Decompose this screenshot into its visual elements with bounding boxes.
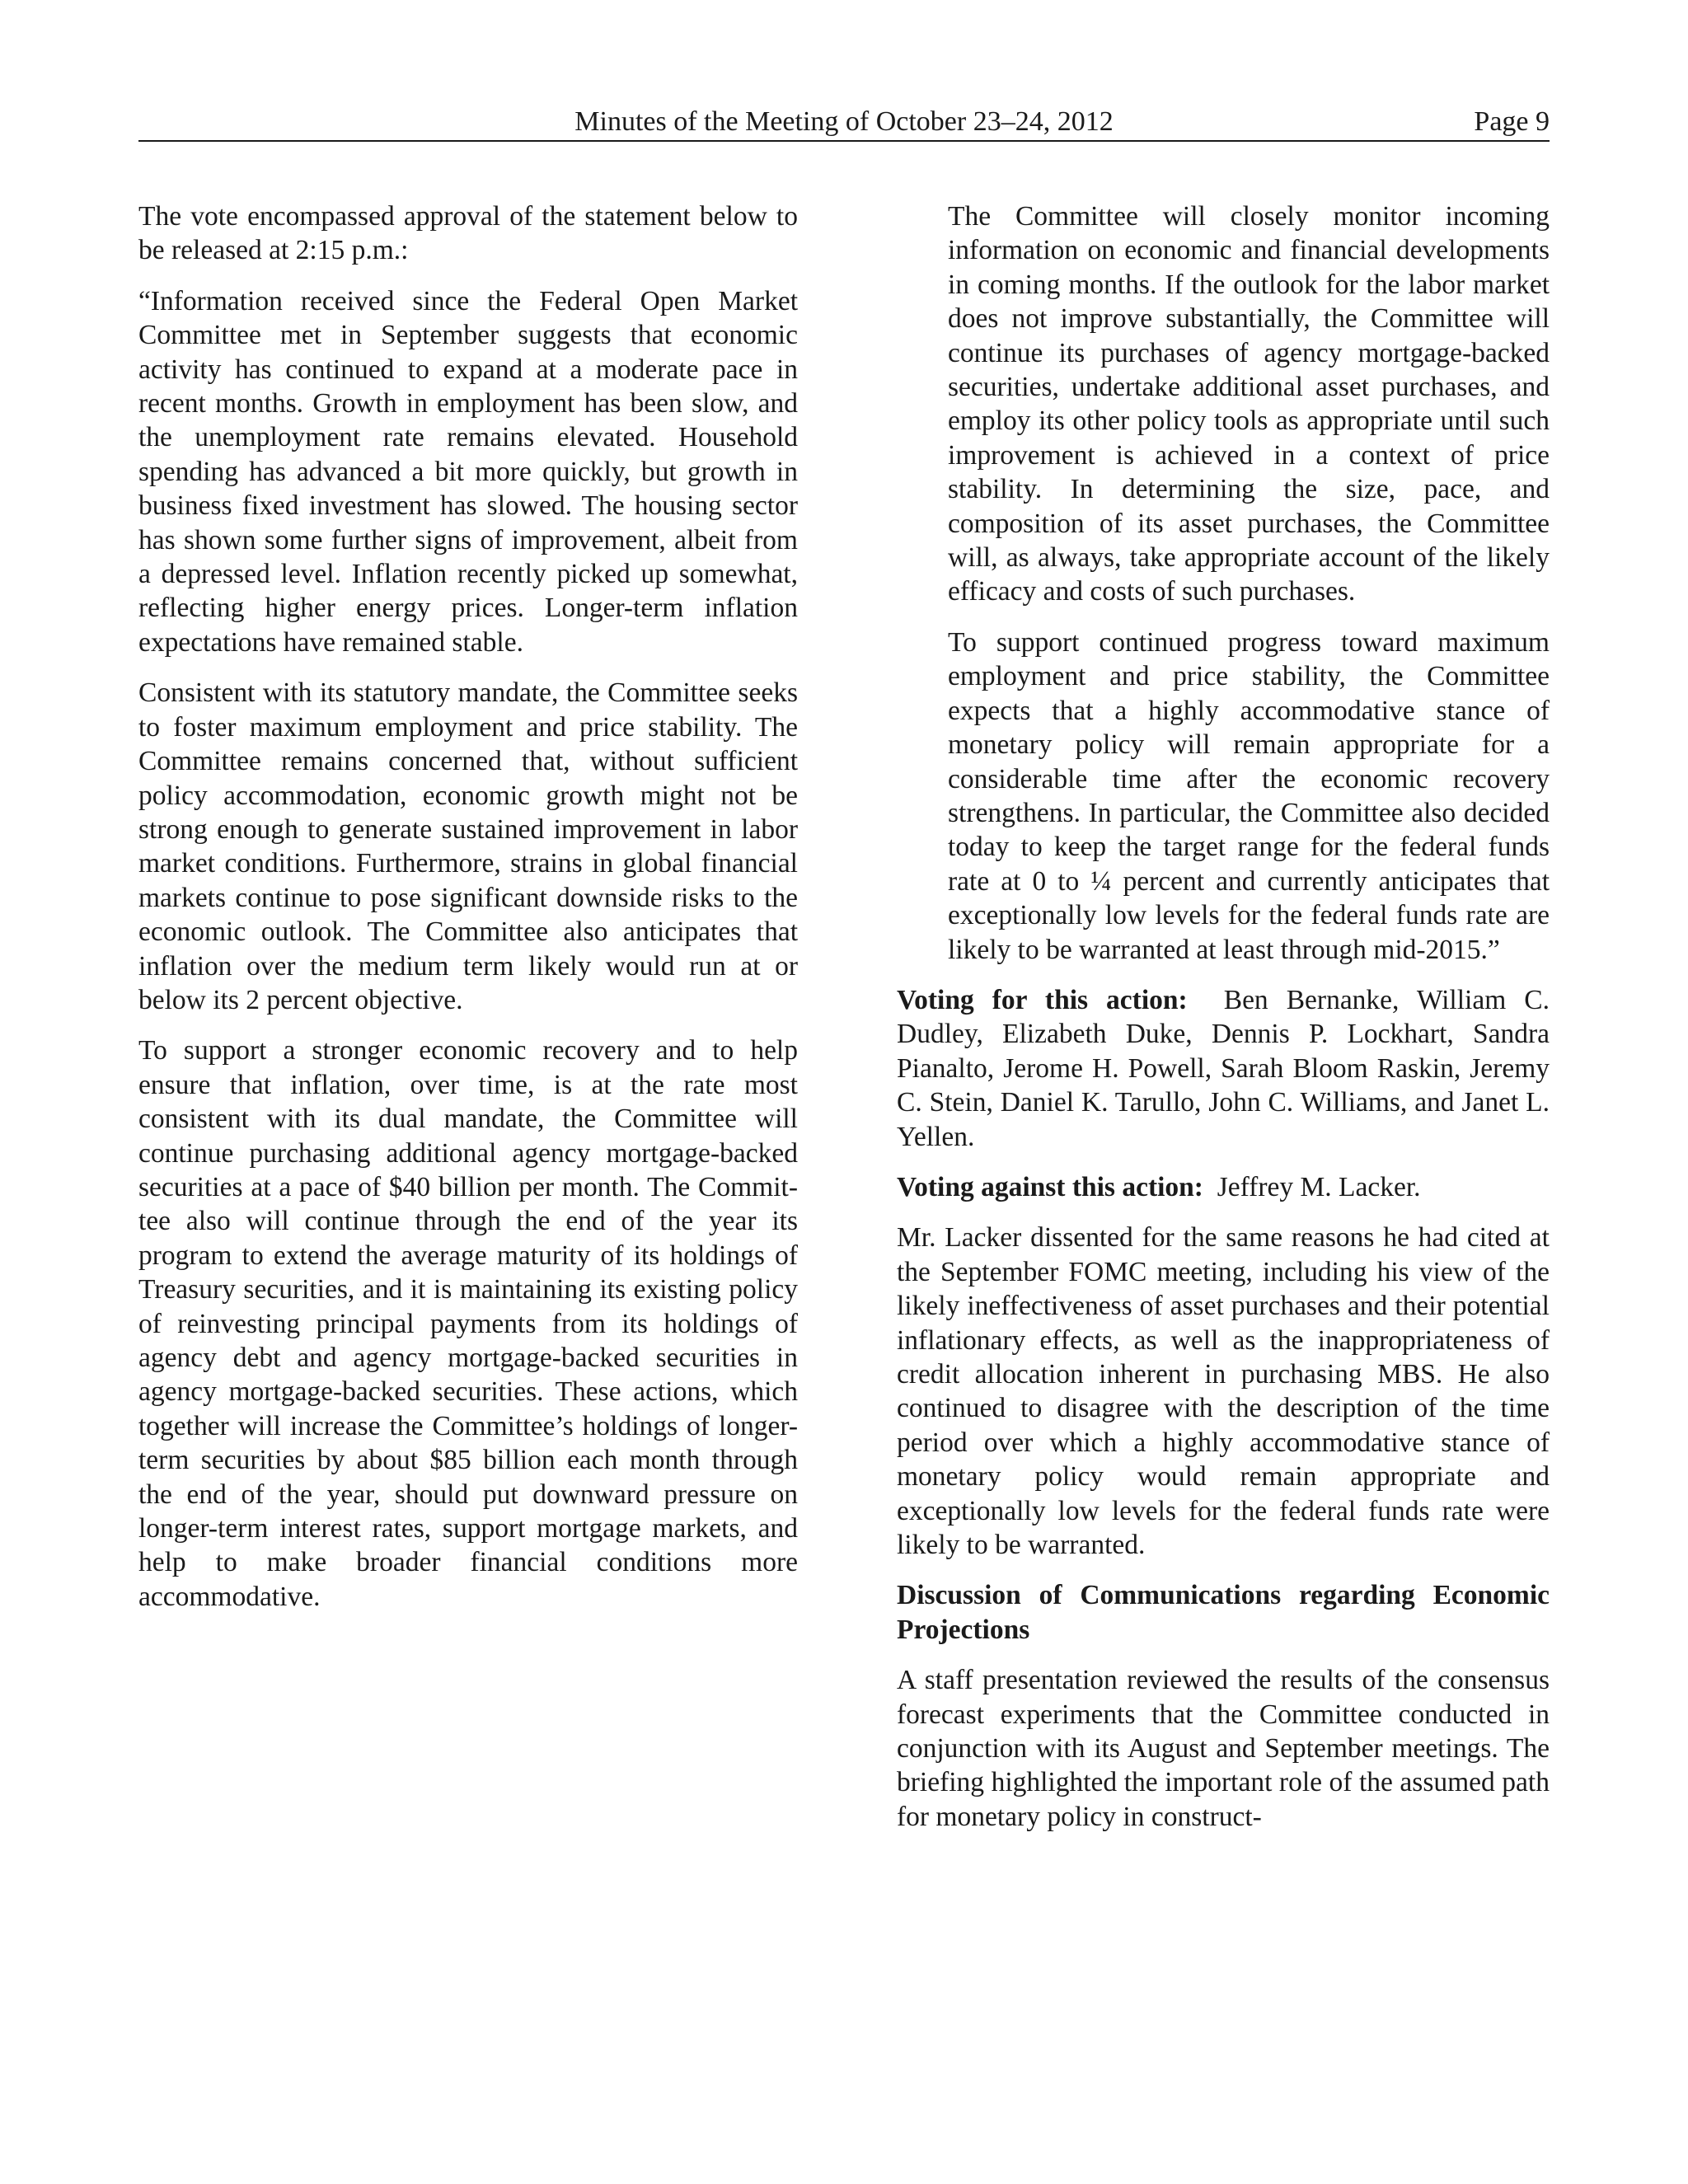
- section-heading: Discussion of Communications regarding Economic Projections: [897, 1580, 1550, 1645]
- voting-for-paragraph: [897, 983, 1550, 1154]
- intro-paragraph: The vote encompassed approval of the statement below to be released at 2:15 p.m.:: [138, 201, 798, 266]
- statement-paragraph-4: The Committee will closely monitor incoming information on economic and financial developments in coming months. If the outlook for the labor market does not improve substantially, the Committee will continue its purchases of agency mortgage-backed securities, undertake additional asset purchases, and employ its other policy tools as appropriate until such improvement is achieved in a context of price stability. In determining the size, pace, and composition of its asset purchases, the Committee will, as always, take appropriate account of the likely efficacy and costs of such purchases.: [948, 201, 1550, 607]
- voting-for-label: Voting for this action:: [897, 984, 1188, 1015]
- page-number: Page 9: [1474, 106, 1550, 137]
- running-header: [138, 104, 1550, 142]
- left-column: [138, 199, 798, 1630]
- section-paragraph: A staff presentation reviewed the results of the consensus forecast experiments that the Committee conducted in conjunction with its August and September meetings. The briefing highlighted the important role of the assumed path for monetary policy in construct-: [897, 1665, 1550, 1832]
- statement-paragraph-2: Consistent with its statutory mandate, the Committee seeks to foster maximum employment and price stability. The Committee remains concerned that, without sufficient policy accommodation, economic growth might not be strong enough to generate sustained improvement in labor market conditions. Furthermore, strains in global financial markets continue to pose significant downside risks to the economic outlook. The Committee also anticipates that inflation over the medium term likely would run at or below its 2 percent objective.: [138, 677, 798, 1015]
- voting-against-paragraph: [897, 1170, 1550, 1204]
- statement-paragraph-3: To support a stronger economic recovery and to help ensure that inflation, over time, is at the rate most consistent with its dual mandate, the Committee will continue purchasing additional agency mortgage-backed securities at a pace of $40 billion per month. The Committee also will continue through the end of the year its program to extend the average maturity of its holdings of Treasury securities, and it is maintaining its existing policy of reinvesting principal payments from its holdings of agency debt and agency mortgage-backed securities in agency mortgage-backed securities. These actions, which together will increase the Committee’s holdings of longer-term securities by about $85 billion each month through the end of the year, should put downward pressure on longer-term interest rates, support mortgage markets, and help to make broader financial conditions more accommodative.: [138, 1035, 798, 1612]
- right-column: [897, 199, 1550, 1850]
- statement-paragraph-5: To support continued progress toward maximum employment and price stability, the Committee expects that a highly accommodative stance of monetary policy will remain appropriate for a considerable time after the economic recovery strengthens. In particular, the Committee also decided today to keep the target range for the federal funds rate at 0 to ¼ percent and currently anticipates that exceptionally low levels for the federal funds rate are likely to be warranted at least through mid-2015.”: [948, 626, 1550, 965]
- statement-paragraph-1: “Information received since the Federal Open Market Committee met in September suggests that economic activity has continued to expand at a moderate pace in recent months. Growth in employment has been slow, and the unemployment rate remains elevated. Household spending has advanced a bit more quickly, but growth in business fixed investment has slowed. The housing sector has shown some further signs of improvement, albeit from a depressed level. Inflation recently picked up somewhat, reflecting higher energy prices. Longer-term inflation expectations have remained stable.: [138, 285, 798, 658]
- dissent-paragraph: Mr. Lacker dissented for the same reasons he had cited at the September FOMC meeting, including his view of the likely ineffectiveness of asset purchases and their potential inflationary effects, as well as the inappropriateness of credit allocation inherent in purchasing MBS. He also continued to disagree with the description of the time period over which a highly accommodative stance of monetary policy would remain appropriate and exceptionally low levels for the federal funds rate were likely to be warranted.: [897, 1222, 1550, 1561]
- voting-against-label: Voting against this action:: [897, 1171, 1203, 1202]
- voting-against-names: Jeffrey M. Lacker.: [1217, 1171, 1421, 1202]
- document-title: Minutes of the Meeting of October 23–24, 2012: [574, 106, 1114, 137]
- voting-for-names: Ben Bernanke, William C. Dudley, Elizabeth Duke, Dennis P. Lockhart, Sandra Pianalto, Jerome H. Powell, Sarah Bloom Raskin, Jeremy C. Stein, Daniel K. Tarullo, John C. Williams, and Janet L. Yellen.: [897, 984, 1550, 1152]
